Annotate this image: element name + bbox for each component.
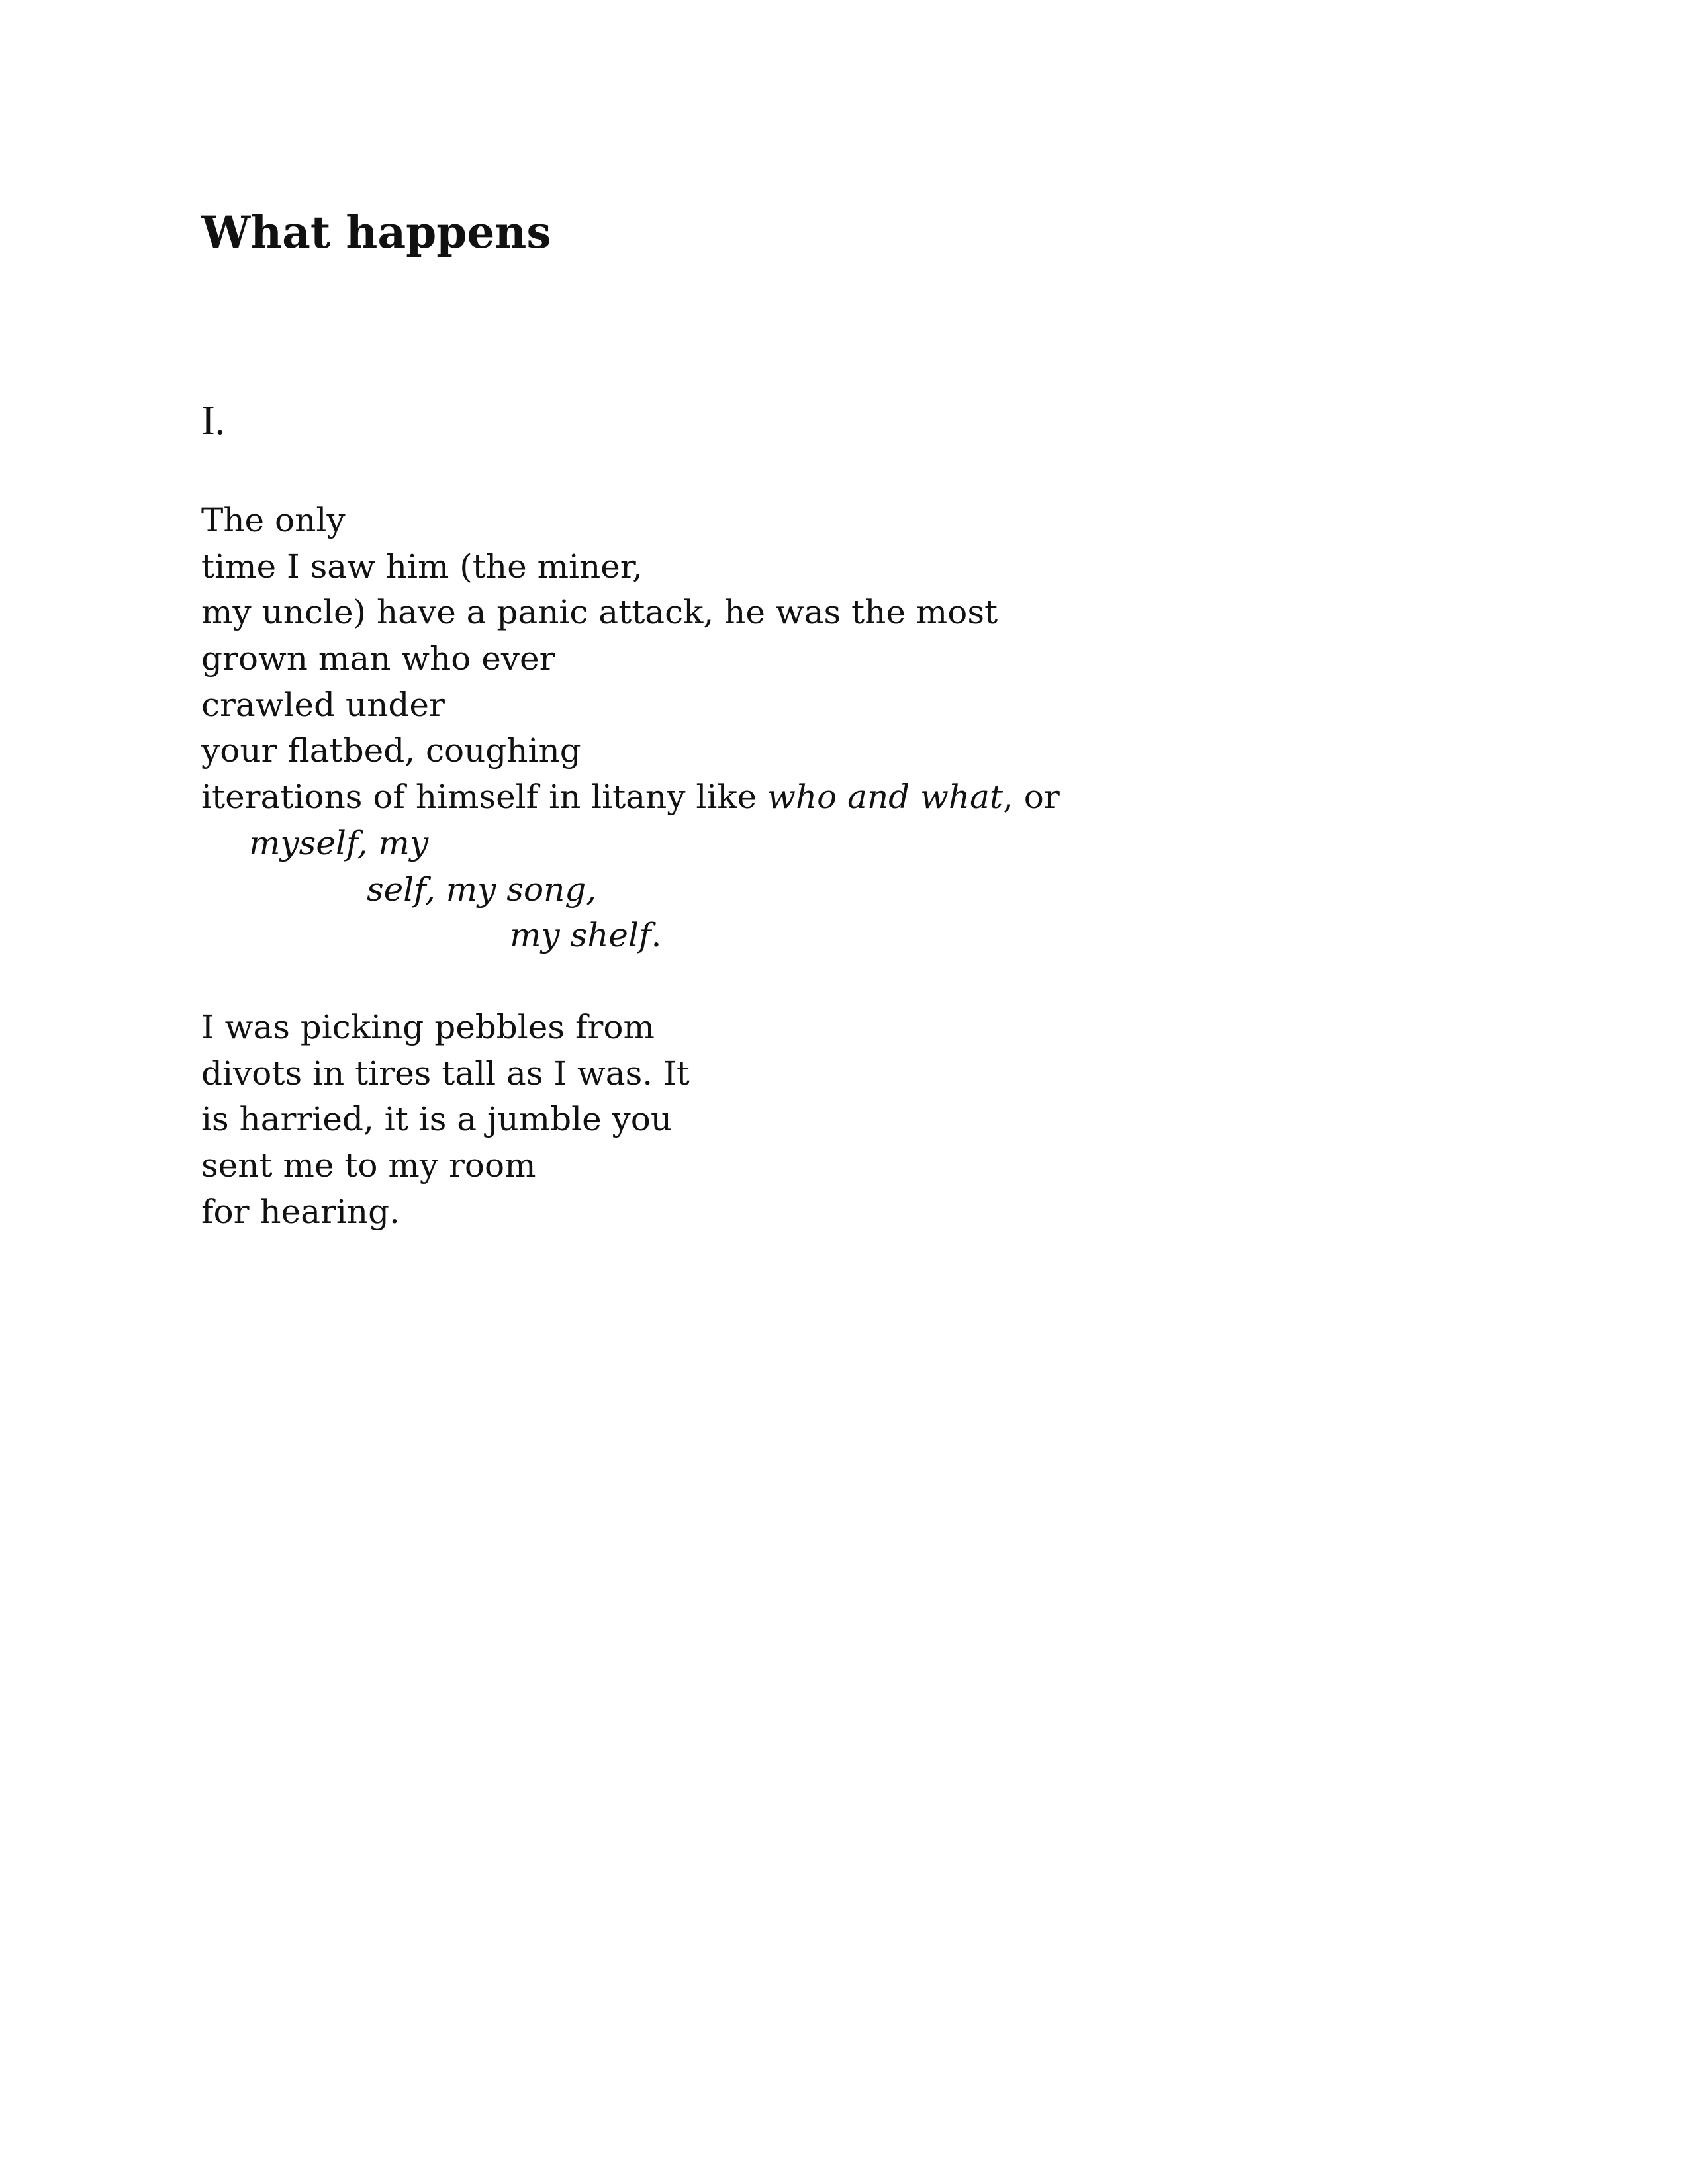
italic-phrase: who and what bbox=[767, 778, 1003, 817]
poem-line: divots in tires tall as I was. It bbox=[201, 1054, 690, 1093]
poem-line: sent me to my room bbox=[201, 1146, 536, 1185]
section-number: I. bbox=[201, 398, 226, 443]
italic-phrase: my shelf bbox=[510, 916, 651, 955]
line-text: , or bbox=[1002, 778, 1060, 817]
poem-line bbox=[201, 774, 1060, 821]
poem-line: I was picking pebbles from bbox=[201, 1008, 655, 1046]
stanza-1 bbox=[201, 498, 1060, 959]
poem-title: What happens bbox=[201, 206, 551, 258]
poem-line: for hearing. bbox=[201, 1192, 400, 1231]
poem-line-indented bbox=[201, 913, 1060, 959]
poem-line: is harried, it is a jumble you bbox=[201, 1100, 673, 1139]
poem-line-indented: self, my song, bbox=[367, 870, 597, 909]
line-text: iterations of himself in litany like bbox=[201, 778, 768, 817]
poem-line: my uncle) have a panic attack, he was the most bbox=[201, 593, 998, 632]
poem-line: time I saw him (the miner, bbox=[201, 547, 643, 586]
line-text: . bbox=[651, 916, 662, 955]
poem-line: The only bbox=[201, 501, 346, 539]
poem-line: crawled under bbox=[201, 685, 445, 724]
poem-line: grown man who ever bbox=[201, 639, 555, 678]
poem-line: your flatbed, coughing bbox=[201, 731, 581, 770]
poem-line-indented: myself, my bbox=[249, 823, 429, 862]
stanza-2 bbox=[201, 1005, 690, 1235]
